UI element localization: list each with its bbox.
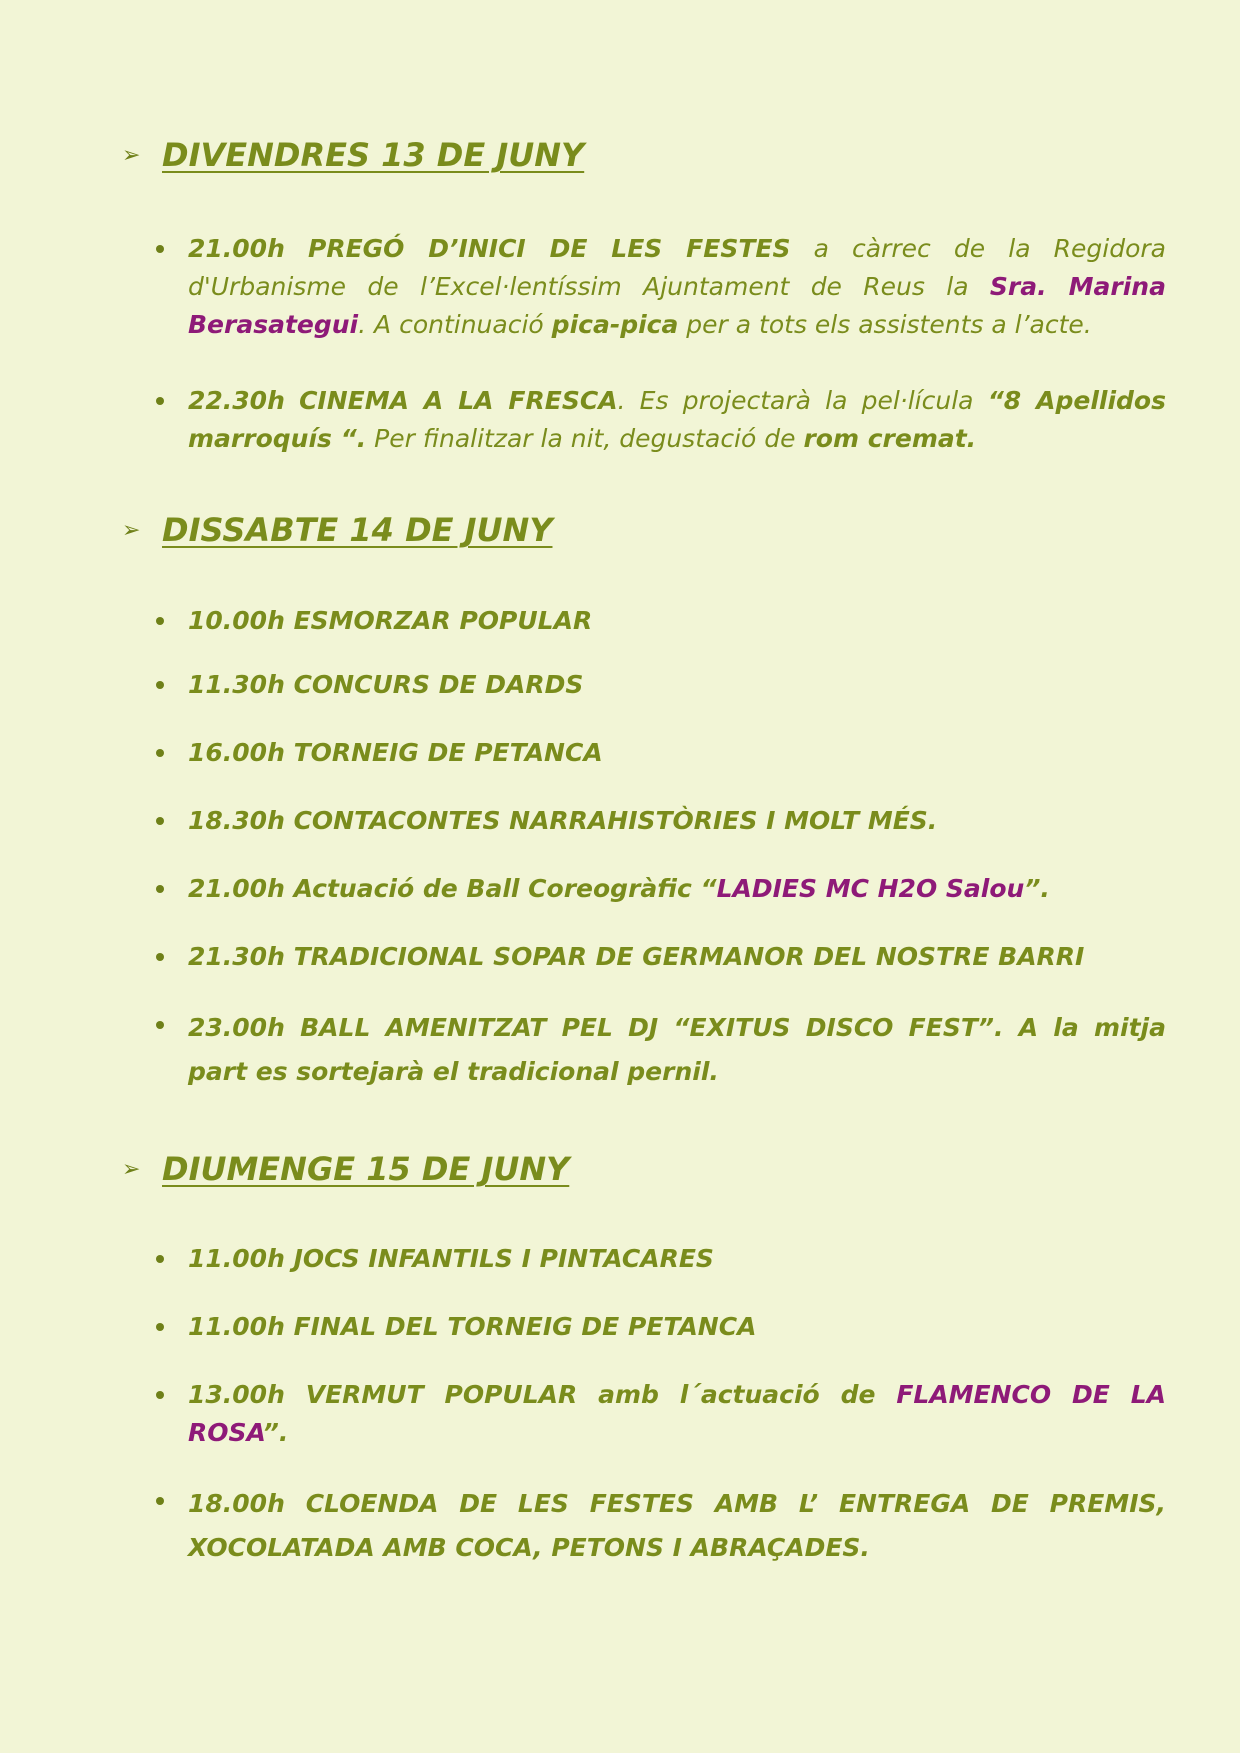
event-text: 11.00h JOCS INFANTILS I PINTACARES	[188, 1244, 714, 1273]
event-title: CINEMA A LA FRESCA	[299, 386, 618, 415]
event-text: 21.00h Actuació de Ball Coreogràfic “	[188, 874, 717, 903]
event-text: a càrrec de la Regidora d'Urbanisme de l’Excel·lentíssim Ajuntament de Reus la	[188, 234, 1166, 301]
event-text: 18.30h CONTACONTES NARRAHISTÒRIES I MOLT MÉS.	[188, 806, 938, 835]
event-text: ”.	[262, 1418, 289, 1447]
day-heading-sunday	[122, 1150, 569, 1188]
event-item	[150, 666, 1166, 704]
event-item	[150, 602, 1166, 640]
event-list-sunday	[150, 1240, 1166, 1570]
event-item	[150, 1376, 1166, 1452]
arrow-bullet-icon: ➢	[122, 1156, 141, 1182]
event-text: ”.	[1024, 874, 1050, 903]
event-film: “8 Apellidos marroquís “.	[188, 386, 1166, 453]
event-item	[150, 230, 1166, 344]
event-item	[150, 1482, 1166, 1570]
event-list-friday	[150, 230, 1166, 458]
day-heading-friday	[122, 136, 584, 174]
event-text: 11.30h CONCURS DE DARDS	[188, 670, 584, 699]
event-text: 10.00h ESMORZAR POPULAR	[188, 606, 593, 635]
event-person: Sra. Marina Berasategui	[188, 272, 1166, 339]
event-item	[150, 870, 1166, 908]
event-text: . A continuació	[358, 310, 552, 339]
event-item	[150, 1240, 1166, 1278]
event-item	[150, 382, 1166, 458]
event-highlight: pica-pica	[551, 310, 679, 339]
event-text: 21.30h TRADICIONAL SOPAR DE GERMANOR DEL NOSTRE BARRI	[188, 942, 1085, 971]
event-text: Per finalitzar la nit, degustació de	[366, 424, 804, 453]
event-list-saturday	[150, 602, 1166, 1094]
arrow-bullet-icon: ➢	[122, 517, 141, 543]
day-title: DIVENDRES 13 DE JUNY	[162, 136, 585, 174]
event-text: 13.00h VERMUT POPULAR amb l´actuació de	[188, 1380, 897, 1409]
event-text: . Es projectarà la pel·lícula	[617, 386, 988, 415]
event-item	[150, 1006, 1166, 1094]
day-heading-saturday	[122, 511, 552, 549]
event-text: 23.00h BALL AMENITZAT PEL DJ “EXITUS DISCO FEST”. A la mitja part es sortejarà el tradicional pernil.	[188, 1013, 1166, 1086]
event-item	[150, 734, 1166, 772]
event-item	[150, 938, 1166, 976]
event-title: PREGÓ D’INICI DE LES FESTES	[308, 234, 791, 263]
event-text: 18.00h CLOENDA DE LES FESTES AMB L’ ENTREGA DE PREMIS, XOCOLATADA AMB COCA, PETONS I ABRAÇADES.	[188, 1489, 1166, 1562]
event-artist: FLAMENCO DE LA ROSA	[188, 1380, 1166, 1447]
day-title: DISSABTE 14 DE JUNY	[162, 511, 553, 549]
event-item	[150, 802, 1166, 840]
event-text: 16.00h TORNEIG DE PETANCA	[188, 738, 603, 767]
event-item	[150, 1308, 1166, 1346]
event-text: per a tots els assistents a l’acte.	[678, 310, 1092, 339]
event-highlight: rom cremat.	[803, 424, 977, 453]
event-artist: LADIES MC H2O Salou	[716, 874, 1025, 903]
arrow-bullet-icon: ➢	[122, 142, 141, 168]
event-text: 11.00h FINAL DEL TORNEIG DE PETANCA	[188, 1312, 757, 1341]
event-time: 21.00h	[188, 234, 285, 263]
event-time: 22.30h	[188, 386, 285, 415]
day-title: DIUMENGE 15 DE JUNY	[162, 1150, 570, 1188]
